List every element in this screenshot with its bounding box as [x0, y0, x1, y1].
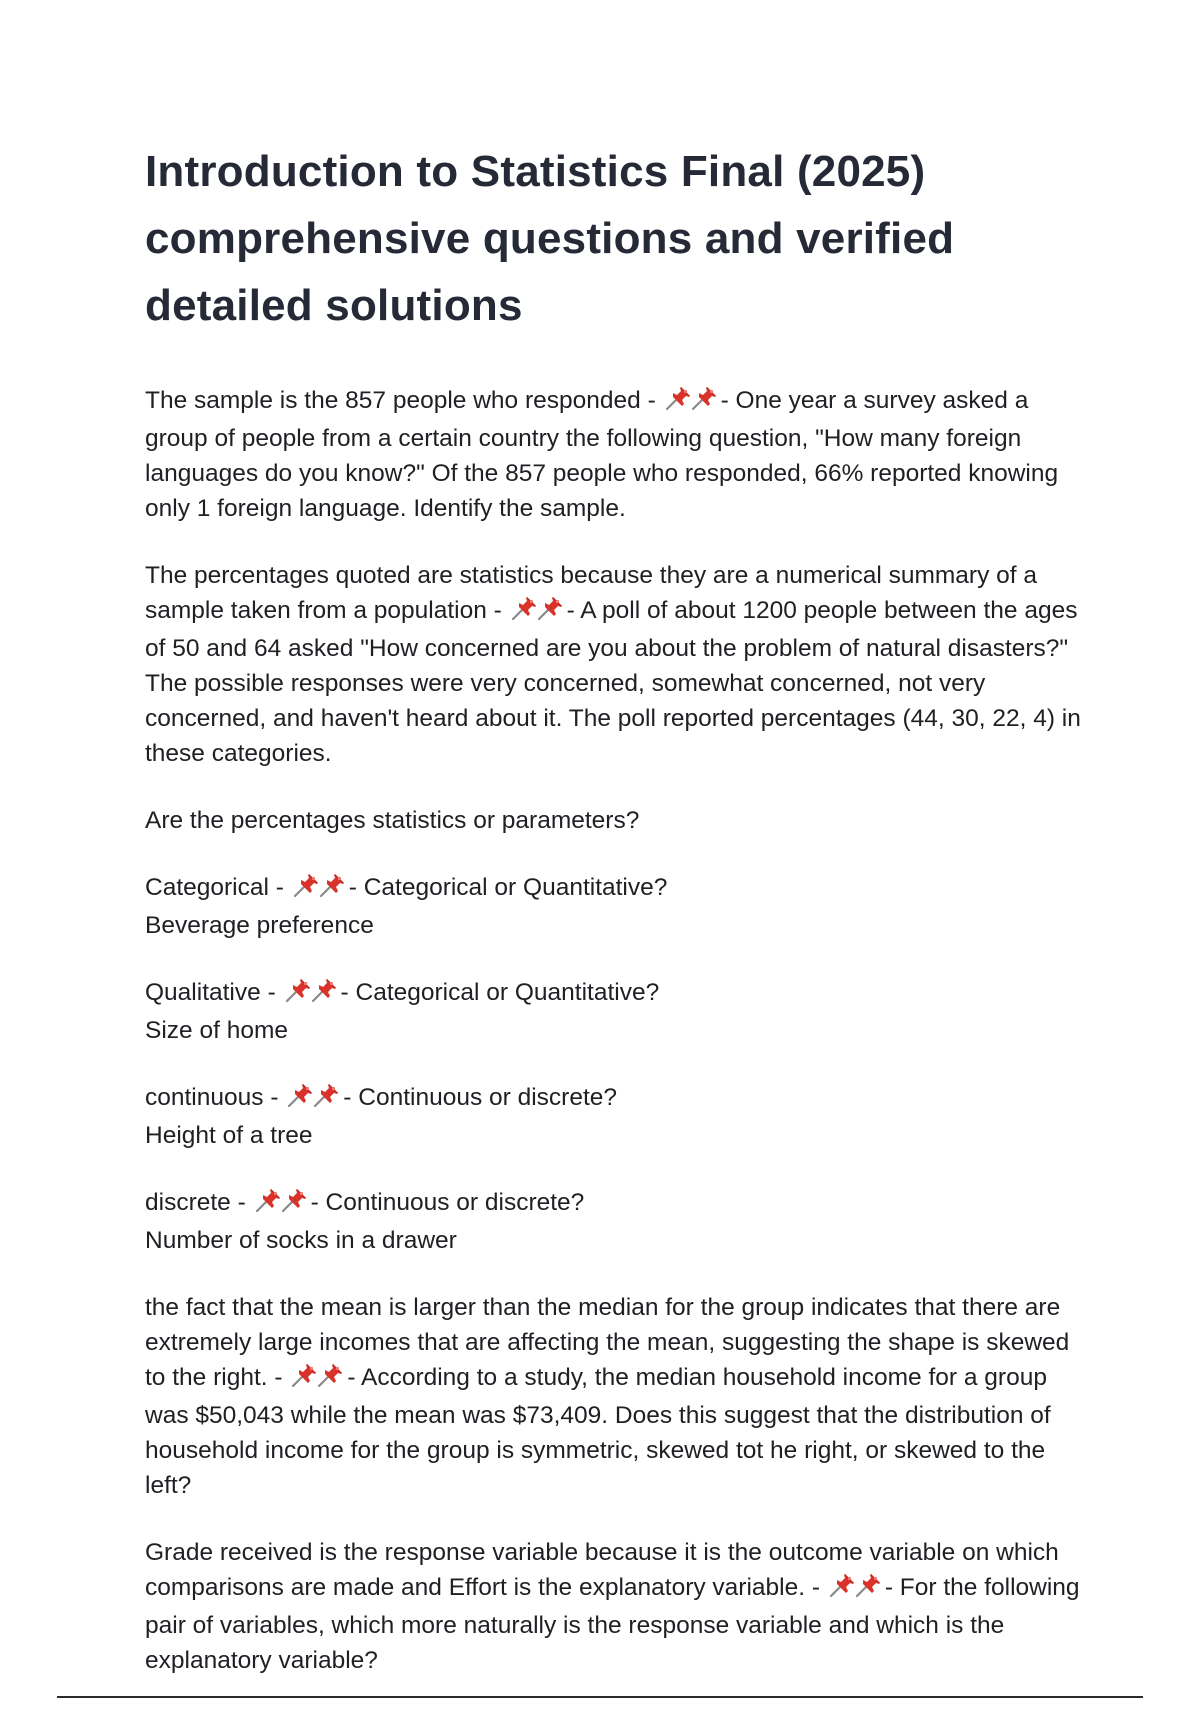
qa-line: Categorical - - Categorical or Quantitative? — [145, 870, 1095, 908]
document-content — [145, 138, 1095, 1710]
question-subject: Size of home — [145, 1017, 288, 1044]
question-text: Categorical or Quantitative? — [363, 874, 668, 901]
pushpin-separator — [284, 977, 340, 1013]
qa-entry: The sample is the 857 people who responded - - One year a survey asked a group of people from a certain country the following question, "How many foreign languages do you know?" Of the 857 people who responded, 66% reported knowing only 1 foreign language. Identify the sample. — [145, 387, 1059, 522]
pushpin-separator — [254, 1187, 310, 1223]
pushpin-icon — [318, 872, 348, 898]
answer-text: The percentages quoted are statistics because they are a numerical summary of a sample taken from a population — [145, 562, 1037, 624]
qa-entry: The percentages quoted are statistics because they are a numerical summary of a sample taken from a population - - A poll of about 1200 people between the ages of 50 and 64 asked "How concerned are you about the problem of natural disasters?" The possible responses were very concerned, somewhat concerned, not very concerned, and haven't heard about it. The poll reported percentages (44, 30, 22, 4) in these categories. — [145, 562, 1081, 767]
pushpin-icon — [316, 1362, 346, 1388]
question-text: Categorical or Quantitative? — [355, 979, 660, 1006]
document-title: Introduction to Statistics Final (2025) comprehensive questions and verified detailed solutions — [145, 147, 955, 330]
question-text: A poll of about 1200 people between the ages of 50 and 64 asked "How concerned are you about the problem of natural disasters?" The possible responses were very concerned, somewhat concerned, not very concerned, and haven't heard about it. The poll reported percentages (44, 30, 22, 4) in these categories. — [145, 597, 1081, 767]
pushpin-icon — [312, 1082, 342, 1108]
answer-text: The sample is the 857 people who responded — [145, 387, 641, 414]
qa-entry — [145, 975, 1095, 1048]
answer-text: Categorical — [145, 874, 269, 901]
pushpin-icon — [690, 385, 720, 411]
pushpin-separator — [292, 872, 348, 908]
answer-text: Grade received is the response variable because it is the outcome variable on which comparisons are made and Effort is the explanatory variable. — [145, 1539, 1059, 1601]
qa-entry: the fact that the mean is larger than the median for the group indicates that there are extremely large incomes that are affecting the mean, suggesting the shape is skewed to the right. - - According to a study, the median household income for a group was $50,043 while the mean was $73,409. Does this suggest that the distribution of household income for the group is symmetric, skewed tot he right, or skewed to the left? — [145, 1294, 1070, 1499]
pushpin-icon — [854, 1572, 884, 1598]
qa-entry — [145, 1185, 1095, 1258]
pushpin-icon — [280, 1187, 310, 1213]
question-subject: Beverage preference — [145, 912, 374, 939]
qa-entry — [145, 1080, 1095, 1153]
pushpin-icon — [536, 595, 566, 621]
pushpin-separator — [664, 385, 720, 421]
question-text: Continuous or discrete? — [325, 1189, 585, 1216]
answer-text: continuous — [145, 1084, 264, 1111]
question-followup: Are the percentages statistics or parameters? — [145, 807, 640, 834]
pushpin-separator — [286, 1082, 342, 1118]
pushpin-icon — [310, 977, 340, 1003]
pushpin-separator — [290, 1362, 346, 1398]
answer-text: discrete — [145, 1189, 231, 1216]
question-text: One year a survey asked a group of people from a certain country the following question, "How many foreign languages do you know?" Of the 857 people who responded, 66% reported knowing only 1 foreign language. Identify the sample. — [145, 387, 1059, 522]
question-subject: Number of socks in a drawer — [145, 1227, 457, 1254]
page-bottom-rule — [57, 1696, 1143, 1698]
answer-text: Qualitative — [145, 979, 261, 1006]
qa-entry — [145, 870, 1095, 943]
qa-line: continuous - - Continuous or discrete? — [145, 1080, 1095, 1118]
answer-text: the fact that the mean is larger than the median for the group indicates that there are extremely large incomes that are affecting the mean, suggesting the shape is skewed to the right. — [145, 1294, 1070, 1391]
question-subject: Height of a tree — [145, 1122, 313, 1149]
question-text: Continuous or discrete? — [358, 1084, 618, 1111]
question-text: For the following pair of variables, which more naturally is the response variable and which is the explanatory variable? — [145, 1574, 1080, 1674]
question-text: According to a study, the median household income for a group was $50,043 while the mean was $73,409. Does this suggest that the distribution of household income for the group is symmetric, skewed tot he right, or skewed to the left? — [145, 1364, 1051, 1499]
qa-line: discrete - - Continuous or discrete? — [145, 1185, 1095, 1223]
qa-entry: Grade received is the response variable because it is the outcome variable on which comparisons are made and Effort is the explanatory variable. - - For the following pair of variables, which more naturally is the response variable and which is the explanatory variable? — [145, 1539, 1080, 1674]
qa-line: Qualitative - - Categorical or Quantitative? — [145, 975, 1095, 1013]
pushpin-separator — [828, 1572, 884, 1608]
pushpin-separator — [510, 595, 566, 631]
